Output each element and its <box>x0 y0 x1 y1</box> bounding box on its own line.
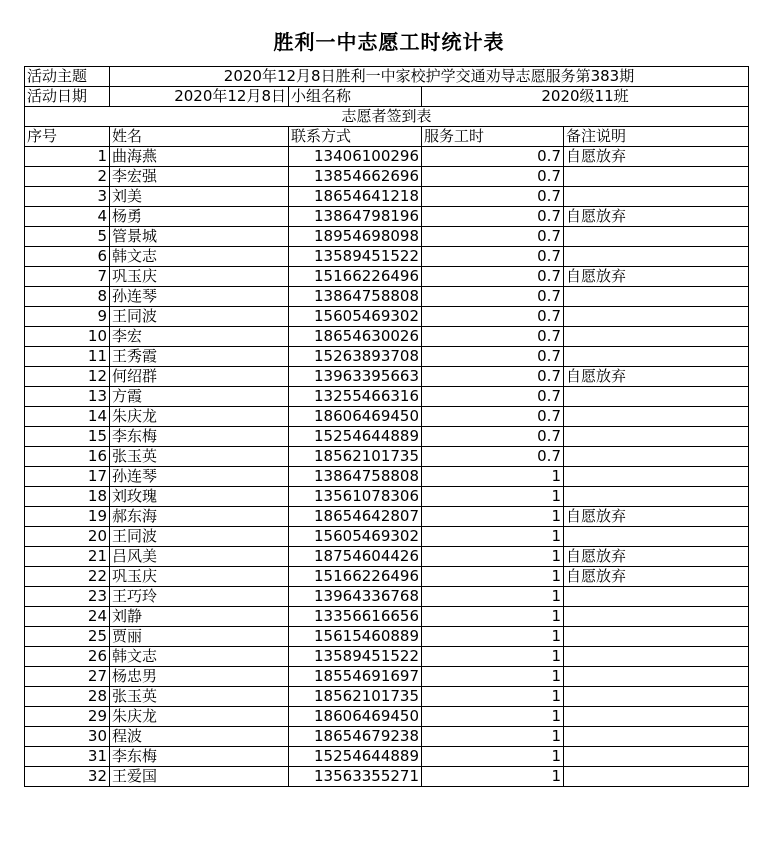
table-row <box>25 767 749 787</box>
remark-note <box>564 187 749 207</box>
table-row <box>25 267 749 287</box>
signin-title-row <box>25 107 749 127</box>
volunteer-name: 刘美 <box>110 187 289 207</box>
table-row <box>25 407 749 427</box>
row-number: 28 <box>25 687 110 707</box>
table-row <box>25 607 749 627</box>
table-row <box>25 687 749 707</box>
volunteer-name: 王秀霞 <box>110 347 289 367</box>
group-name-value: 2020级11班 <box>422 87 749 107</box>
remark-note <box>564 747 749 767</box>
table-row <box>25 207 749 227</box>
volunteer-name: 王同波 <box>110 307 289 327</box>
table-row <box>25 467 749 487</box>
volunteer-name: 杨忠男 <box>110 667 289 687</box>
remark-note: 自愿放弃 <box>564 147 749 167</box>
service-hours: 0.7 <box>422 447 564 467</box>
row-number: 12 <box>25 367 110 387</box>
row-number: 27 <box>25 667 110 687</box>
table-row <box>25 507 749 527</box>
service-hours: 1 <box>422 567 564 587</box>
column-header-phone: 联系方式 <box>289 127 422 147</box>
table-row <box>25 667 749 687</box>
remark-note <box>564 227 749 247</box>
volunteer-name: 李宏 <box>110 327 289 347</box>
volunteer-name: 张玉英 <box>110 447 289 467</box>
table-row <box>25 567 749 587</box>
row-number: 31 <box>25 747 110 767</box>
service-hours: 0.7 <box>422 167 564 187</box>
remark-note <box>564 467 749 487</box>
volunteer-name: 吕风美 <box>110 547 289 567</box>
service-hours: 1 <box>422 507 564 527</box>
remark-note <box>564 487 749 507</box>
service-hours: 1 <box>422 667 564 687</box>
remark-note: 自愿放弃 <box>564 507 749 527</box>
row-number: 29 <box>25 707 110 727</box>
table-row <box>25 747 749 767</box>
volunteer-name: 曲海燕 <box>110 147 289 167</box>
service-hours: 0.7 <box>422 427 564 447</box>
row-number: 3 <box>25 187 110 207</box>
service-hours: 0.7 <box>422 407 564 427</box>
table-row <box>25 327 749 347</box>
table-row <box>25 627 749 647</box>
phone-number: 15166226496 <box>289 267 422 287</box>
volunteer-name: 李东梅 <box>110 427 289 447</box>
phone-number: 13963395663 <box>289 367 422 387</box>
volunteer-name: 朱庆龙 <box>110 407 289 427</box>
row-number: 32 <box>25 767 110 787</box>
service-hours: 1 <box>422 487 564 507</box>
phone-number: 13255466316 <box>289 387 422 407</box>
table-row <box>25 587 749 607</box>
service-hours: 1 <box>422 547 564 567</box>
row-number: 30 <box>25 727 110 747</box>
volunteer-name: 王巧玲 <box>110 587 289 607</box>
phone-number: 13864758808 <box>289 467 422 487</box>
phone-number: 18606469450 <box>289 707 422 727</box>
table-row <box>25 647 749 667</box>
remark-note <box>564 287 749 307</box>
remark-note <box>564 607 749 627</box>
row-number: 6 <box>25 247 110 267</box>
volunteer-name: 何绍群 <box>110 367 289 387</box>
volunteer-name: 韩文志 <box>110 247 289 267</box>
phone-number: 18554691697 <box>289 667 422 687</box>
column-header-no: 序号 <box>25 127 110 147</box>
column-header-hours: 服务工时 <box>422 127 564 147</box>
volunteer-name: 王爱国 <box>110 767 289 787</box>
volunteer-name: 李宏强 <box>110 167 289 187</box>
row-number: 14 <box>25 407 110 427</box>
phone-number: 15615460889 <box>289 627 422 647</box>
remark-note: 自愿放弃 <box>564 267 749 287</box>
row-number: 8 <box>25 287 110 307</box>
row-number: 17 <box>25 467 110 487</box>
table-row <box>25 367 749 387</box>
page-title: 胜利一中志愿工时统计表 <box>273 30 505 54</box>
service-hours: 1 <box>422 707 564 727</box>
row-number: 11 <box>25 347 110 367</box>
activity-date-value: 2020年12月8日 <box>110 87 289 107</box>
phone-number: 15605469302 <box>289 527 422 547</box>
remark-note <box>564 387 749 407</box>
activity-theme-value: 2020年12月8日胜利一中家校护学交通劝导志愿服务第383期 <box>110 67 749 87</box>
phone-number: 13356616656 <box>289 607 422 627</box>
row-number: 10 <box>25 327 110 347</box>
volunteer-name: 管景城 <box>110 227 289 247</box>
table-row <box>25 247 749 267</box>
activity-date-row <box>25 87 749 107</box>
remark-note <box>564 307 749 327</box>
remark-note <box>564 667 749 687</box>
row-number: 22 <box>25 567 110 587</box>
remark-note: 自愿放弃 <box>564 207 749 227</box>
row-number: 5 <box>25 227 110 247</box>
table-row <box>25 307 749 327</box>
table-row <box>25 147 749 167</box>
table-row <box>25 387 749 407</box>
volunteer-name: 程波 <box>110 727 289 747</box>
row-number: 13 <box>25 387 110 407</box>
service-hours: 0.7 <box>422 187 564 207</box>
service-hours: 1 <box>422 727 564 747</box>
remark-note: 自愿放弃 <box>564 547 749 567</box>
phone-number: 15605469302 <box>289 307 422 327</box>
phone-number: 18654630026 <box>289 327 422 347</box>
table-row <box>25 167 749 187</box>
row-number: 25 <box>25 627 110 647</box>
service-hours: 0.7 <box>422 147 564 167</box>
remark-note <box>564 727 749 747</box>
phone-number: 18654641218 <box>289 187 422 207</box>
phone-number: 18606469450 <box>289 407 422 427</box>
service-hours: 0.7 <box>422 387 564 407</box>
volunteer-name: 方霞 <box>110 387 289 407</box>
volunteer-name: 朱庆龙 <box>110 707 289 727</box>
phone-number: 18654679238 <box>289 727 422 747</box>
row-number: 23 <box>25 587 110 607</box>
remark-note <box>564 427 749 447</box>
remark-note <box>564 447 749 467</box>
service-hours: 0.7 <box>422 287 564 307</box>
phone-number: 18654642807 <box>289 507 422 527</box>
group-name-label: 小组名称 <box>289 87 422 107</box>
remark-note <box>564 167 749 187</box>
volunteer-name: 孙连琴 <box>110 467 289 487</box>
table-row <box>25 527 749 547</box>
row-number: 19 <box>25 507 110 527</box>
phone-number: 13589451522 <box>289 247 422 267</box>
phone-number: 13561078306 <box>289 487 422 507</box>
table-row <box>25 287 749 307</box>
volunteer-name: 王同波 <box>110 527 289 547</box>
row-number: 4 <box>25 207 110 227</box>
volunteer-name: 杨勇 <box>110 207 289 227</box>
service-hours: 1 <box>422 627 564 647</box>
activity-date-label: 活动日期 <box>25 87 110 107</box>
phone-number: 13589451522 <box>289 647 422 667</box>
remark-note <box>564 707 749 727</box>
volunteer-name: 贾丽 <box>110 627 289 647</box>
table-row <box>25 547 749 567</box>
row-number: 2 <box>25 167 110 187</box>
service-hours: 0.7 <box>422 307 564 327</box>
volunteer-name: 郝东海 <box>110 507 289 527</box>
volunteer-name: 李东梅 <box>110 747 289 767</box>
signin-table-title: 志愿者签到表 <box>25 107 749 127</box>
volunteer-name: 张玉英 <box>110 687 289 707</box>
column-header-row <box>25 127 749 147</box>
phone-number: 13864798196 <box>289 207 422 227</box>
service-hours: 0.7 <box>422 227 564 247</box>
phone-number: 15254644889 <box>289 427 422 447</box>
service-hours: 0.7 <box>422 247 564 267</box>
table-row <box>25 187 749 207</box>
service-hours: 1 <box>422 467 564 487</box>
service-hours: 0.7 <box>422 347 564 367</box>
service-hours: 1 <box>422 607 564 627</box>
phone-number: 18954698098 <box>289 227 422 247</box>
phone-number: 15254644889 <box>289 747 422 767</box>
row-number: 1 <box>25 147 110 167</box>
phone-number: 15263893708 <box>289 347 422 367</box>
column-header-name: 姓名 <box>110 127 289 147</box>
remark-note <box>564 587 749 607</box>
table-row <box>25 727 749 747</box>
service-hours: 0.7 <box>422 267 564 287</box>
remark-note <box>564 347 749 367</box>
remark-note <box>564 527 749 547</box>
table-row <box>25 447 749 467</box>
service-hours: 1 <box>422 527 564 547</box>
volunteer-hours-table <box>24 66 749 787</box>
phone-number: 13864758808 <box>289 287 422 307</box>
row-number: 26 <box>25 647 110 667</box>
table-row <box>25 707 749 727</box>
service-hours: 0.7 <box>422 207 564 227</box>
service-hours: 1 <box>422 767 564 787</box>
table-row <box>25 427 749 447</box>
row-number: 18 <box>25 487 110 507</box>
activity-theme-label: 活动主题 <box>25 67 110 87</box>
volunteer-name: 孙连琴 <box>110 287 289 307</box>
volunteer-name: 刘玫瑰 <box>110 487 289 507</box>
row-number: 7 <box>25 267 110 287</box>
row-number: 21 <box>25 547 110 567</box>
service-hours: 0.7 <box>422 367 564 387</box>
row-number: 20 <box>25 527 110 547</box>
remark-note <box>564 407 749 427</box>
remark-note <box>564 247 749 267</box>
table-row <box>25 227 749 247</box>
row-number: 15 <box>25 427 110 447</box>
service-hours: 1 <box>422 747 564 767</box>
remark-note <box>564 627 749 647</box>
volunteer-name: 巩玉庆 <box>110 267 289 287</box>
remark-note: 自愿放弃 <box>564 567 749 587</box>
remark-note <box>564 327 749 347</box>
volunteer-name: 韩文志 <box>110 647 289 667</box>
phone-number: 18562101735 <box>289 687 422 707</box>
row-number: 9 <box>25 307 110 327</box>
volunteer-name: 巩玉庆 <box>110 567 289 587</box>
remark-note: 自愿放弃 <box>564 367 749 387</box>
phone-number: 13964336768 <box>289 587 422 607</box>
service-hours: 1 <box>422 647 564 667</box>
service-hours: 1 <box>422 687 564 707</box>
table-row <box>25 347 749 367</box>
remark-note <box>564 687 749 707</box>
remark-note <box>564 767 749 787</box>
phone-number: 18562101735 <box>289 447 422 467</box>
remark-note <box>564 647 749 667</box>
phone-number: 15166226496 <box>289 567 422 587</box>
row-number: 16 <box>25 447 110 467</box>
phone-number: 13854662696 <box>289 167 422 187</box>
column-header-note: 备注说明 <box>564 127 749 147</box>
service-hours: 0.7 <box>422 327 564 347</box>
service-hours: 1 <box>422 587 564 607</box>
table-row <box>25 487 749 507</box>
phone-number: 13406100296 <box>289 147 422 167</box>
volunteer-name: 刘静 <box>110 607 289 627</box>
row-number: 24 <box>25 607 110 627</box>
phone-number: 13563355271 <box>289 767 422 787</box>
phone-number: 18754604426 <box>289 547 422 567</box>
activity-theme-row <box>25 67 749 87</box>
